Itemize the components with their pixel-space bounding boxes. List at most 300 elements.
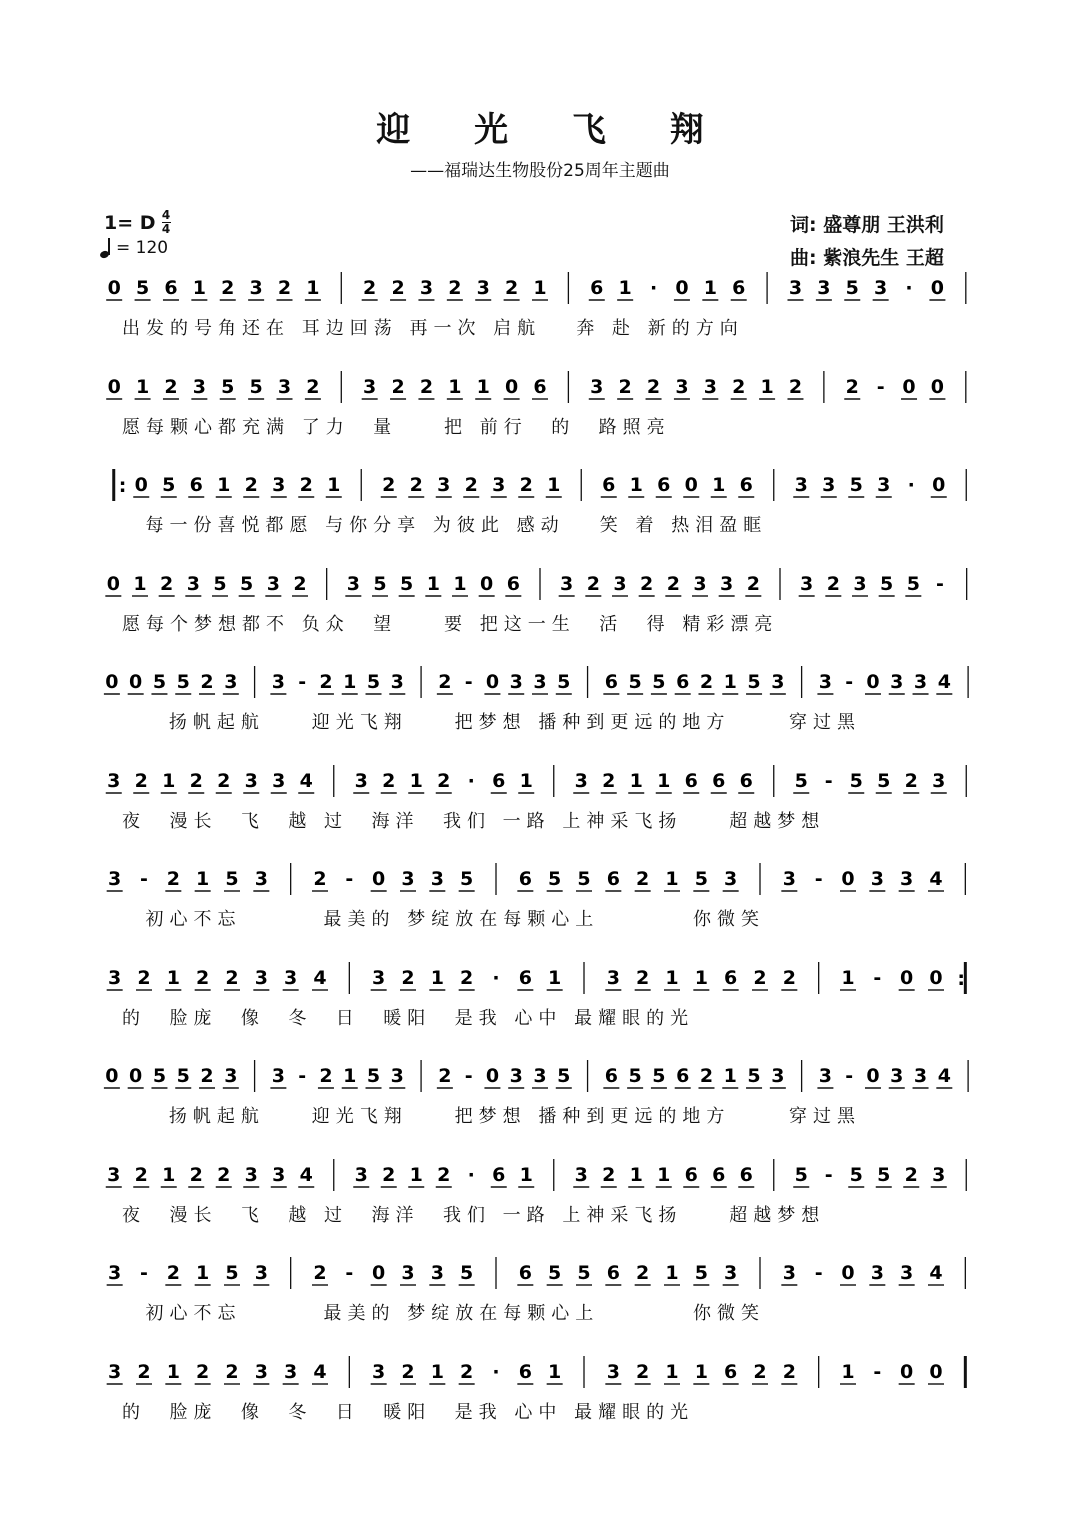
note-digit: 3 [363,375,377,398]
note-digit: 1 [196,868,210,890]
note-digit: 2 [217,769,231,792]
note-digit: 6 [518,966,532,989]
note-digit: 5 [794,1163,808,1186]
note-digit: 2 [293,572,307,595]
note-digit: 6 [518,1360,532,1383]
note-digit: 2 [845,375,859,398]
note-digit: 2 [200,1065,214,1087]
note-digit: 0 [902,375,916,398]
note-digit: - [873,966,882,989]
note-digit: 2 [299,474,313,496]
note-digit: 5 [849,1163,863,1186]
note-digit: 3 [890,1065,904,1087]
note-digit: 3 [272,1163,286,1186]
note-digit: 2 [244,474,258,496]
note-digit: 2 [313,868,327,890]
note-digit: 4 [929,1262,943,1284]
note-digit: 4 [937,671,951,693]
note-digit: 1 [629,1163,643,1186]
note-digit: 3 [401,868,415,890]
note-digit: - [824,1163,833,1186]
note-digit: 2 [826,572,840,595]
note-digit: 3 [108,1360,122,1383]
note-digit: 6 [676,1065,690,1087]
note-digit: 3 [782,868,796,890]
note-digit: 3 [590,375,604,398]
note-digit: 1 [430,966,444,989]
note-digit: 6 [684,1163,698,1186]
note-digit: 3 [271,671,285,693]
note-digit: 2 [636,868,650,890]
note-digit: 3 [900,1262,914,1284]
note-digit: 3 [354,769,368,792]
note-digit: 2 [134,769,148,792]
note-digit: 1 [166,966,180,989]
note-digit: 3 [186,572,200,595]
note-digit: 3 [818,1065,833,1087]
note-digit: 0 [134,474,148,496]
note-digit: 3 [476,277,490,299]
note-digit: 0 [866,671,880,693]
note-digit: 3 [108,966,122,989]
note-digit: 3 [900,868,914,890]
note-digit: 1 [618,277,632,299]
note-digit: 2 [363,277,377,299]
note-digit: 6 [533,375,547,398]
note-digit: 2 [782,966,796,989]
note-digit: 2 [401,1360,415,1383]
note-digit: 3 [509,671,523,693]
note-digit: - [140,1262,148,1284]
note-digit: 2 [586,572,600,595]
note-digit: 2 [189,1163,203,1186]
note-digit: 3 [574,769,588,792]
note-digit: 5 [652,1065,666,1087]
note-digit: 3 [724,1262,738,1284]
note-digit: 2 [164,375,178,398]
note-digit: 4 [299,1163,313,1186]
note-digit: 3 [509,1065,523,1087]
note-digit: 6 [676,671,690,693]
note-digit: 6 [189,474,203,496]
note-digit: 2 [319,1065,333,1087]
note-digit: 5 [747,671,761,693]
note-digit: 3 [606,966,620,989]
note-digit: · [907,474,915,496]
note-digit: 1 [841,966,855,989]
note-digit: 3 [932,769,946,792]
note-digit: 3 [817,277,831,299]
note-digit: 5 [557,1065,571,1087]
note-digit: 5 [460,1262,474,1284]
note-digit: 2 [437,1163,451,1186]
note-digit: 2 [460,1360,474,1383]
note-digit: 1 [133,572,147,595]
note-digit: 1 [533,277,547,299]
note-digit: 6 [739,474,753,496]
note-digit: 1 [162,1163,176,1186]
time-signature-top: 4 [161,208,171,222]
note-digit: 3 [771,671,785,693]
note-digit: 5 [849,474,863,496]
note-digit: 5 [225,868,239,890]
note-digit: 0 [841,1262,855,1284]
note-digit: 2 [225,966,239,989]
note-digit: · [492,1360,500,1383]
note-digit: 6 [602,474,616,496]
note-digit: 2 [732,375,746,398]
note-digit: 2 [636,1262,650,1284]
note-digit: 3 [437,474,451,496]
note-digit: 2 [646,375,661,398]
note-digit: - [936,572,944,595]
note-digit: 2 [313,1262,327,1284]
note-digit: 0 [930,375,945,398]
note-digit: 4 [937,1065,951,1087]
note-digit: 3 [877,474,891,496]
note-digit: 2 [200,671,214,693]
note-digit: 4 [313,966,327,989]
note-digit: 2 [438,1065,452,1087]
note-digit: 3 [107,1163,121,1186]
note-digit: 5 [548,1262,562,1284]
note-digit: 5 [249,375,263,398]
lyrics-line: 初心不忘 最美的 梦绽放在每颗心上 你微笑 [122,909,765,930]
note-digit: 3 [107,769,121,792]
note-digit: 2 [753,966,767,989]
song-title: 迎 光 飞 翔 [376,110,730,150]
note-digit: 2 [602,1163,616,1186]
time-signature-bottom: 4 [161,222,171,236]
note-digit: - [298,1065,307,1087]
note-digit: 3 [853,572,867,595]
note-digit: 3 [771,1065,785,1087]
note-digit: 6 [739,769,753,792]
note-digit: - [464,671,473,693]
note-digit: 0 [675,277,689,299]
note-digit: 2 [382,474,396,496]
note-digit: 1 [196,1262,210,1284]
note-digit: 2 [602,769,616,792]
note-digit: 5 [221,375,235,398]
note-digit: 2 [640,572,654,595]
note-digit: 3 [822,474,836,496]
note-digit: 1 [665,966,679,989]
note-digit: 6 [684,769,698,792]
note-digit: 3 [533,671,547,693]
note-digit: - [345,868,354,890]
note-digit: 3 [533,1065,547,1087]
note-digit: 5 [460,868,474,890]
note-digit: 2 [782,1360,796,1383]
note-digit: 0 [684,474,698,496]
note-digit: 3 [724,868,738,890]
note-digit: 3 [693,572,707,595]
note-digit: 6 [606,1262,620,1284]
note-digit: 5 [794,769,808,792]
note-digit: 2 [618,375,632,398]
note-digit: - [814,1262,823,1284]
note-digit: 5 [162,474,176,496]
note-digit: 2 [217,1163,231,1186]
note-digit: 1 [657,769,671,792]
note-digit: - [464,1065,473,1087]
note-digit: 2 [666,572,680,595]
quarter-note-icon [100,238,114,258]
note-digit: 2 [160,572,174,595]
note-digit: 4 [313,1360,327,1383]
note-digit: 0 [480,572,494,595]
note-digit: - [824,769,833,792]
note-digit: 5 [628,1065,642,1087]
note-digit: - [876,375,885,398]
note-digit: 2 [134,1163,148,1186]
note-digit: 2 [391,375,405,398]
note-digit: - [845,671,854,693]
note-digit: 3 [606,1360,620,1383]
note-digit: 1 [665,1262,679,1284]
note-digit: 0 [106,572,120,595]
note-digit: 1 [519,769,533,792]
note-digit: 3 [284,966,298,989]
note-digit: 5 [557,671,571,693]
note-digit: 0 [485,1065,500,1087]
note-digit: 3 [254,1360,268,1383]
note-digit: 0 [485,671,500,693]
note-digit: 5 [845,277,859,299]
note-digit: 3 [254,1262,268,1284]
note-digit: 3 [430,1262,444,1284]
note-digit: 3 [720,572,734,595]
note-digit: 2 [166,1262,180,1284]
note-digit: 2 [401,966,415,989]
note-digit: 1 [694,966,708,989]
note-digit: 2 [137,1360,151,1383]
note-digit: 6 [604,671,618,693]
note-digit: 2 [382,1163,396,1186]
note-digit: 3 [890,671,904,693]
note-digit: 0 [107,277,121,299]
note-digit: 3 [703,375,717,398]
lyrics-line: 扬帆起航 迎光飞翔 把梦想 播种到更远的地方 穿过黑 [122,1106,861,1127]
note-digit: 6 [164,277,178,299]
note-digit: 2 [464,474,478,496]
note-digit: 3 [913,671,928,693]
note-digit: 3 [870,868,884,890]
note-digit: 2 [460,966,474,989]
note-digit: 1 [723,671,737,693]
note-digit: 1 [448,375,462,398]
note-digit: 2 [504,277,519,299]
note-digit: 1 [343,1065,357,1087]
note-digit: 3 [913,1065,928,1087]
note-digit: 0 [929,966,943,989]
note-digit: 2 [166,868,180,890]
note-digit: 5 [366,1065,381,1087]
note-digit: 3 [574,1163,588,1186]
note-digit: 3 [800,572,814,595]
note-digit: 3 [874,277,888,299]
lyrics-line: 夜 漫长 飞 越 过 海洋 我们 一路 上神采飞扬 超越梦想 [122,810,826,832]
note-digit: 0 [841,868,855,890]
song-subtitle: ——福瑞达生物股份25周年主题曲 [410,161,670,181]
lyrics-line: 出发的号角还在 耳边回荡 再一次 启航 奔 赴 新的方向 [122,318,744,339]
lyrics-line: 初心不忘 最美的 梦绽放在每颗心上 你微笑 [122,1303,765,1324]
note-digit: 3 [266,572,280,595]
note-digit: 2 [137,966,151,989]
note-digit: 2 [636,966,650,989]
note-digit: 1 [166,1360,180,1383]
note-digit: 5 [877,1163,891,1186]
lyrics-line: 夜 漫长 飞 越 过 海洋 我们 一路 上神采飞扬 超越梦想 [122,1204,826,1226]
note-digit: 1 [548,1360,562,1383]
note-digit: 1 [657,1163,671,1186]
note-digit: 3 [818,671,833,693]
tempo-value: = 120 [116,238,169,258]
note-digit: 0 [372,868,386,890]
note-digit: 3 [277,375,292,398]
lyricist-credit: 词: 盛尊朋 王洪利 [790,214,944,236]
note-digit: - [814,868,823,890]
note-digit: 2 [699,671,714,693]
note-digit: 1 [665,1360,679,1383]
note-digit: 0 [900,966,914,989]
note-digit: 2 [319,671,333,693]
note-digit: 5 [877,769,891,792]
note-digit: 6 [518,1262,532,1284]
note-digit: 3 [254,966,268,989]
note-digit: 0 [105,1065,119,1087]
note-digit: 5 [213,572,227,595]
note-digit: 3 [254,868,268,890]
note-digit: 0 [129,1065,143,1087]
note-digit: 3 [788,277,803,299]
note-digit: 5 [225,1262,239,1284]
note-digit: 3 [372,966,386,989]
note-digit: 2 [753,1360,767,1383]
note-digit: · [467,769,475,792]
note-digit: 1 [343,671,357,693]
note-digit: 6 [590,277,604,299]
key-signature [104,210,171,235]
note-digit: 0 [504,375,519,398]
note-digit: 1 [694,1360,708,1383]
note-digit: 3 [613,572,627,595]
note-digit: 3 [419,277,434,299]
note-digit: 2 [196,1360,210,1383]
note-digit: 1 [665,868,679,890]
note-digit: 5 [694,1262,708,1284]
note-digit: 2 [636,1360,650,1383]
note-digit: · [467,1163,475,1186]
note-digit: 6 [739,1163,753,1186]
note-digit: 2 [391,277,405,299]
note-digit: 1 [430,1360,444,1383]
note-digit: 3 [244,769,258,792]
note-digit: 2 [306,375,320,398]
note-digit: 1 [703,277,717,299]
note-digit: 1 [712,474,726,496]
note-digit: 1 [306,277,320,299]
note-digit: · [905,277,913,299]
note-digit: 3 [224,671,238,693]
note-digit: 5 [400,572,414,595]
note-digit: 5 [577,1262,591,1284]
note-digit: 3 [492,474,506,496]
note-digit: 1 [453,572,467,595]
note-digit: 2 [788,375,803,398]
note-digit: 3 [675,375,689,398]
note-digit: 6 [712,1163,726,1186]
note-digit: 5 [240,572,254,595]
note-digit: 3 [932,1163,946,1186]
note-digit: 2 [382,769,396,792]
time-signature [162,210,171,235]
note-digit: 0 [930,277,945,299]
note-digit: · [492,966,500,989]
note-digit: 2 [746,572,760,595]
note-digit: - [345,1262,354,1284]
note-digit: 3 [108,1262,122,1284]
note-digit: 5 [694,868,708,890]
note-digit: 1 [426,572,440,595]
note-digit: 5 [880,572,894,595]
note-digit: 2 [904,769,918,792]
note-digit: 1 [476,375,490,398]
key-label: 1= D [104,211,156,234]
note-digit: 5 [135,277,150,299]
note-digit: 0 [107,375,121,398]
note-digit: 2 [699,1065,714,1087]
note-digit: - [845,1065,854,1087]
note-digit: 1 [409,1163,423,1186]
lyrics-line: 愿每颗心都充满 了力 量 把 前行 的 路照亮 [122,416,671,438]
note-digit: 5 [652,671,666,693]
note-digit: 6 [518,868,532,890]
note-digit: 3 [372,1360,386,1383]
note-digit: · [649,277,658,299]
lyrics-line: 的 脸庞 像 冬 日 暖阳 是我 心中 最耀眼的光 [122,1007,695,1029]
note-digit: 5 [152,1065,167,1087]
note-digit: 3 [108,868,122,890]
composer-credit: 曲: 紫浪先生 王超 [790,247,944,269]
note-digit: 5 [373,572,387,595]
note-digit: 5 [577,868,591,890]
note-digit: 3 [272,474,286,496]
note-digit: 3 [430,868,444,890]
note-digit: 1 [519,1163,533,1186]
lyrics-line: 扬帆起航 迎光飞翔 把梦想 播种到更远的地方 穿过黑 [122,712,861,733]
note-digit: 0 [900,1360,914,1383]
note-digit: 5 [176,671,190,693]
note-digit: 5 [849,769,863,792]
note-digit: 1 [192,277,206,299]
note-digit: 5 [747,1065,761,1087]
note-digit: 1 [217,474,231,496]
note-digit: 2 [519,474,533,496]
note-digit: 3 [244,1163,258,1186]
note-digit: 3 [284,1360,298,1383]
note-digit: - [140,868,148,890]
note-digit: 3 [249,277,263,299]
note-digit: 0 [105,671,119,693]
note-digit: 3 [224,1065,238,1087]
note-digit: 3 [390,671,404,693]
note-digit: 1 [409,769,423,792]
note-digit: 6 [492,1163,506,1186]
note-digit: 1 [162,769,176,792]
note-digit: 1 [327,474,341,496]
